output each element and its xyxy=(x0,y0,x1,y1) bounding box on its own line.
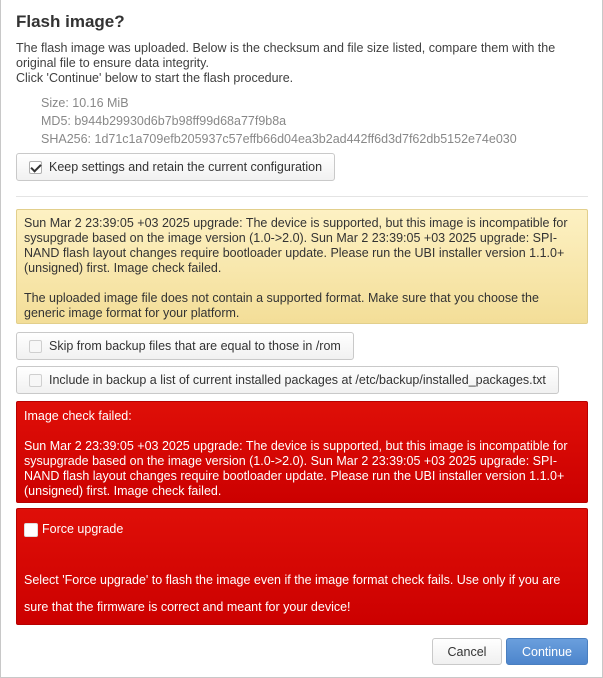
warning-message: Sun Mar 2 23:39:05 +03 2025 upgrade: The device is supported, but this image is incompatible for sysupgrade based on the image version (1.0->2.0). Sun Mar 2 23:39:05 +03 2025 upgrade: SPI-NAND flash layout changes require bootloader update. Please run the UBI installer version 1.1.0+ (unsigned) first. Image check failed. xyxy=(24,216,568,275)
include-packages-checkbox[interactable] xyxy=(29,374,42,387)
skip-backup-checkbox[interactable] xyxy=(29,340,42,353)
warning-format-note: The uploaded image file does not contain a supported format. Make sure that you choose the generic image format for your platform. xyxy=(24,291,539,320)
include-packages-label: Include in backup a list of current installed packages at /etc/backup/installed_packages.txt xyxy=(49,373,546,387)
force-upgrade-checkbox[interactable] xyxy=(24,523,38,537)
dialog-intro xyxy=(16,41,591,86)
force-upgrade-alert xyxy=(16,508,588,625)
force-upgrade-toggle[interactable] xyxy=(24,522,580,537)
include-packages-toggle[interactable] xyxy=(16,366,559,394)
skip-backup-label: Skip from backup files that are equal to those in /rom xyxy=(49,339,341,353)
divider xyxy=(16,196,588,197)
file-md5: MD5: b944b29930d6b7b98ff99d68a77f9b8a xyxy=(41,114,287,128)
skip-backup-toggle[interactable] xyxy=(16,332,354,360)
continue-button[interactable]: Continue xyxy=(506,638,588,665)
file-info xyxy=(41,94,517,148)
error-alert xyxy=(16,401,588,503)
intro-text: The flash image was uploaded. Below is the checksum and file size listed, compare them with the original file to ensure data integrity. xyxy=(16,41,556,70)
dialog-title: Flash image? xyxy=(16,12,125,31)
file-sha256: SHA256: 1d71c1a709efb205937c57effb66d04ea3b2ad442ff6d3d7f62db5152e74e030 xyxy=(41,132,517,146)
intro-instruction: Click 'Continue' below to start the flash procedure. xyxy=(16,71,294,85)
keep-settings-toggle[interactable] xyxy=(16,153,335,181)
keep-settings-checkbox[interactable] xyxy=(29,161,42,174)
force-upgrade-note: Select 'Force upgrade' to flash the image even if the image format check fails. Use only if you are sure that the firmware is correct and meant for your device! xyxy=(24,573,561,614)
force-upgrade-label: Force upgrade xyxy=(42,522,124,536)
error-message: Sun Mar 2 23:39:05 +03 2025 upgrade: The device is supported, but this image is incompatible for sysupgrade based on the image version (1.0->2.0). Sun Mar 2 23:39:05 +03 2025 upgrade: SPI-NAND flash layout changes require bootloader update. Please run the UBI installer version 1.1.0+ (unsigned) first. Image check failed. xyxy=(24,439,568,498)
keep-settings-label: Keep settings and retain the current configuration xyxy=(49,160,323,174)
error-heading: Image check failed: xyxy=(24,409,132,423)
cancel-button[interactable]: Cancel xyxy=(432,638,502,665)
file-size: Size: 10.16 MiB xyxy=(41,96,129,110)
warning-alert xyxy=(16,209,588,324)
